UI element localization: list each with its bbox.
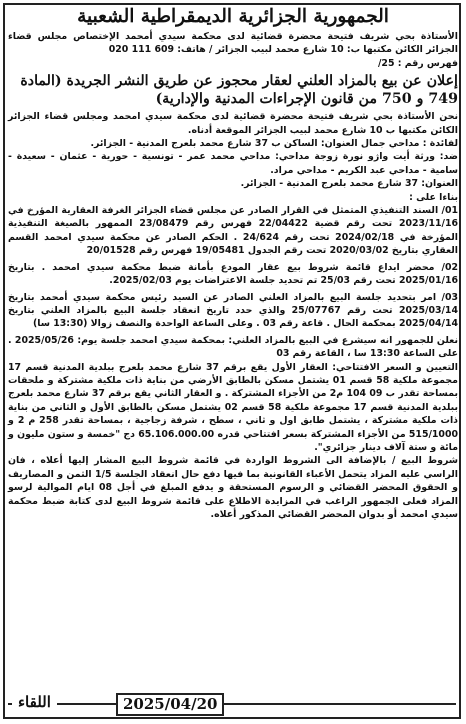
- against-paragraph: ضد: ورثة أيت واژو نورة زوجة مداحي: مداحي محمد عمر - تونسية - حورية - عثمان - سعيدة - سامية - مداحي عبد الكريم - مداحي مراد.: [8, 151, 458, 176]
- republic-title: الجمهورية الجزائرية الديمقراطية الشعبية: [77, 6, 389, 27]
- newspaper-name: اللقاء: [12, 693, 57, 712]
- conditions-paragraph: شروط البيع / بالإضافة الى الشروط الواردة في قائمة شروط البيع المشار إليها أعلاه ، فان الراسي عليه المزاد يتحمل الأعباء القانونية بما فيها دفع حال انعقاد الجلسة 1/5 الثمن و المصاريف و الحقوق المحضر القضائي و الرسوم المستحقة و يدفع المبلغ في أجل 08 ايام الموالية لرسو المزاد فعلى الجمهور الراغب في المزايدة الاطلاع على قائمة شروط البيع لدى كتابة ضبط محكمة سيدي امحمد أو بدوان المحضر القضائي المذكور أعلاه.: [8, 455, 459, 520]
- intro-paragraph: نحن الأستاذة بحي شريف فتيحة محضرة قضائية لدى محكمة سيدي امحمد ومجلس قضاء الجزائر الكائن مكتبها ب 10 شارع محمد لبيب الجزائر الموقعة أدناه.: [8, 111, 458, 136]
- notice-content: [8, 6, 458, 521]
- beneficiary-paragraph: لفائدة : مداحي جمال العنوان: الساكن ب 37 شارع محمد بلعرج المدنية - الجزائر.: [90, 138, 458, 150]
- item-3: 03/ امر بتحديد جلسة البيع بالمزاد العلني الصادر عن السيد رئيس محكمة سيدي أمحمد بتاريخ 2025/03/14 تحت رقم 25/07767 والذي حدد تاريخ انعقاد جلسة البيع بالمزاد العلني بتاريخ 2025/04/14 بمحكمة الحال . قاعة رقم 03 . وعلى الساعة الواحدة والنصف زوالا (13:30 سا): [8, 291, 458, 330]
- based-on-heading: بناءا على :: [409, 191, 458, 203]
- file-ref: فهرس رقم : 25/: [377, 57, 458, 69]
- address-paragraph: العنوان: 37 شارع محمد بلعرج المدنية - الجزائر.: [240, 178, 458, 190]
- item-2: 02/ محضر ايداع قائمة شروط بيع عقار المودع بأمانة ضبط محكمة سيدي امحمد . بتاريخ 2025/01/16 تحت رقم 25/03 تم تحديد جلسة الاعتراضات يوم 2025/02/03.: [8, 261, 458, 287]
- announcement-paragraph: نعلن للجمهور انه سيشرع في البيع بالمزاد العلني: بمحكمة سيدي امحمد جلسة يوم: 2025/05/26 . على الساعة 13:30 سا ، القاعة رقم 03: [8, 334, 458, 360]
- item-1: 01/ السند التنفيذي المتمثل في القرار الصادر عن مجلس قضاء الجزائر الغرفة العقارية المؤرخ في 2023/11/16 تحت رقم قضية 22/04422 فهرس رقم 23/08479 الممهور بالصيغة التنفيذية المؤرخة في 2024/02/18 تحت رقم 24/624 . الحكم الصادر عن محكمة سيدي امحمد القسم العقاري بتاريخ 2020/03/02 تحت رقم الجدول 19/05481 فهرس رقم 20/01528: [8, 205, 458, 257]
- designation-paragraph: التعيين و السعر الافتتاحي: العقار الأول يقع برقم 37 شارع محمد بلعرج ببلدية المدنية قسم 17 مجموعة ملكية 58 قسم 01 يشتمل مسكن بالطابق الأرضي من بناية ذات ملكية مشتركة و ملحقات بمساحة تقدر ب 09 104 م2 من الأجزاء المشتركة . و العقار الثاني يقع برقم 37 شارع محمد بلعرج ببلدية المدنية قسم 17 مجموعة ملكية 58 قسم 02 يشتمل مسكن بالطابق الأول و الثاني من بناية ذات ملكية مشتركة ، يشتمل طابق اول و ثاني ، سطح ، شرفة زجاجية ، بمساحة تقدر 258 م 2 و 515/1000 من الأجزاء المشتركة بسعر افتتاحي قدره 65.106.000.00 دج "خمسة و ستون مليون و مائة و ستة آلاف دينار جزائري".: [8, 361, 459, 453]
- notice-title-line1: إعلان عن بيع بالمزاد العلني لعقار محجوز عن طريق النشر: [115, 73, 458, 90]
- footer-divider: [8, 703, 456, 705]
- office-info: الأستاذة بحي شريف فتيحة محضرة قضائية لدى محكمة سيدي أمحمد الإختصاص مجلس قضاء الجزائر الكائن مكتبها ب: 10 شارع محمد لبيب الجزائر / هاتف: 609 111 020: [8, 31, 458, 56]
- footer-bar: [8, 691, 456, 717]
- notice-title-line2: الجريدة (المادة 749 و 750 من قانون الإجراءات المدنية والإدارية): [20, 73, 458, 108]
- publication-date: 2025/04/20: [116, 693, 224, 716]
- notice-title: [8, 72, 458, 108]
